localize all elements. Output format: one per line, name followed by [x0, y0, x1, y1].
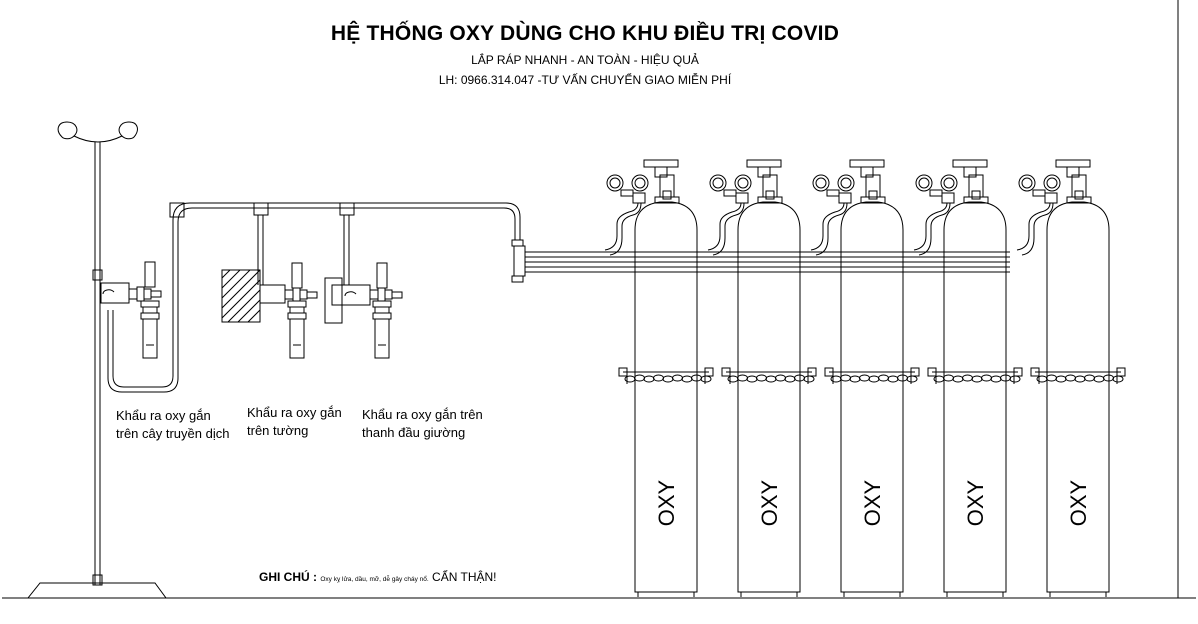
chain-link [1085, 375, 1095, 381]
oxygen-cylinder [811, 160, 919, 597]
wall-outlet [222, 263, 317, 358]
cylinder-label: OXY [757, 479, 782, 527]
chain-link [944, 375, 954, 381]
iv-outlet-label-line2: trên cây truyền dịch [116, 426, 230, 441]
chain-link [776, 375, 786, 381]
bed-rail-outlet-label-line1: Khẩu ra oxy gắn trên [362, 407, 483, 422]
cylinder-label: OXY [963, 479, 988, 527]
chain-link [972, 376, 982, 382]
iv-stand [28, 122, 166, 598]
chain-link [747, 376, 757, 382]
chain-link [982, 375, 992, 381]
safety-note [259, 570, 496, 584]
cylinder-outline [605, 160, 713, 597]
chain-link [701, 376, 711, 382]
chain-link [804, 376, 814, 382]
chain-link [991, 376, 1001, 382]
cylinder-outline [708, 160, 816, 597]
chain-link [663, 376, 673, 382]
chain-link [841, 375, 851, 381]
manifold-lines [525, 252, 1010, 272]
cylinder-label: OXY [654, 479, 679, 527]
chain-link [1066, 375, 1076, 381]
contact-line: LH: 0966.314.047 -TƯ VẤN CHUYỂN GIAO MIỄN PHÍ [438, 73, 732, 87]
wall-outlet-label [247, 404, 342, 440]
chain-link [907, 376, 917, 382]
chain-link [1010, 376, 1020, 382]
note-heading: GHI CHÚ : [259, 570, 317, 584]
chain-link [654, 375, 664, 381]
diagram-subtitle: LẮP RÁP NHANH - AN TOÀN - HIỆU QUẢ [471, 53, 699, 67]
chain-link [850, 376, 860, 382]
iv-outlet [101, 262, 161, 358]
cylinder-label: OXY [860, 479, 885, 527]
oxygen-cylinder-bank [605, 160, 1125, 597]
chain-link [860, 375, 870, 381]
note-text: Oxy kỵ lửa, dầu, mỡ, dễ gây cháy nổ. [320, 576, 429, 583]
chain-link [963, 375, 973, 381]
chain-link [673, 375, 683, 381]
wall-outlet-label-line1: Khẩu ra oxy gắn [247, 405, 342, 420]
bed-rail-outlet-label-line2: thanh đầu giường [362, 425, 466, 440]
wall-outlet-label-line2: trên tường [247, 423, 309, 438]
iv-outlet-label-line1: Khẩu ra oxy gắn [116, 408, 211, 423]
chain-link [888, 376, 898, 382]
cylinder-outline [914, 160, 1022, 597]
chain-link [1094, 376, 1104, 382]
chain-link [757, 375, 767, 381]
cylinder-outline [1017, 160, 1125, 597]
oxygen-cylinder [605, 160, 713, 597]
chain-link [1113, 376, 1123, 382]
oxygen-cylinder [914, 160, 1022, 597]
chain-link [1056, 376, 1066, 382]
iv-outlet-label [116, 407, 229, 443]
chain-link [635, 375, 645, 381]
cylinder-label: OXY [1066, 479, 1091, 527]
chain-link [869, 376, 879, 382]
bed-rail-outlet-label [362, 406, 483, 442]
chain-link [738, 375, 748, 381]
chain-link [766, 376, 776, 382]
cylinder-outline [811, 160, 919, 597]
chain-link [879, 375, 889, 381]
chain-link [682, 376, 692, 382]
chain-link [1075, 376, 1085, 382]
bed-rail-outlet [325, 263, 402, 358]
oxygen-cylinder [1017, 160, 1125, 597]
oxygen-cylinder [708, 160, 816, 597]
diagram-title: HỆ THỐNG OXY DÙNG CHO KHU ĐIỀU TRỊ COVID [330, 22, 840, 45]
chain-link [644, 376, 654, 382]
chain-link [953, 376, 963, 382]
note-warning: CẨN THẬN! [432, 570, 497, 584]
chain-link [785, 376, 795, 382]
chain-link [1047, 375, 1057, 381]
